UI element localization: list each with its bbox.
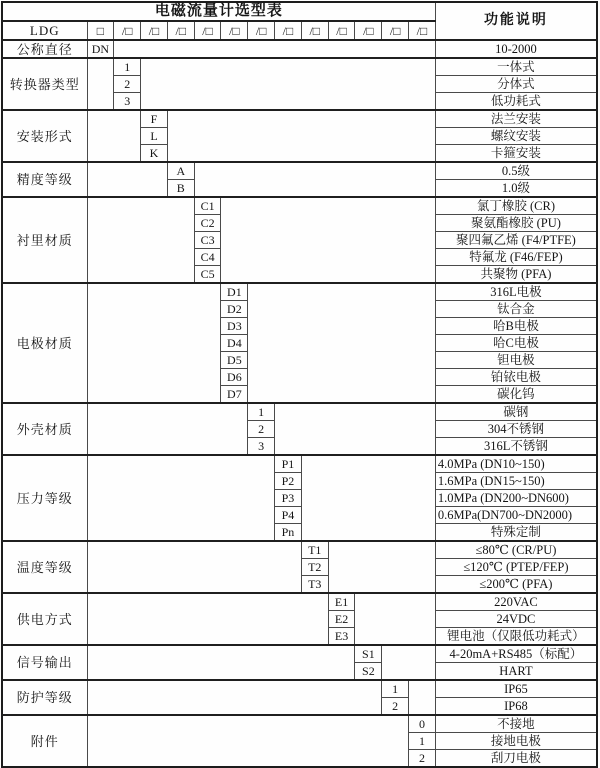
option-code-cell: 0 xyxy=(409,715,436,733)
option-code-cell: D3 xyxy=(221,318,248,335)
option-description-cell: 一体式 xyxy=(435,58,597,76)
option-description-cell: IP65 xyxy=(435,680,597,698)
option-code-cell: 2 xyxy=(114,76,141,93)
option-code-cell: K xyxy=(141,145,168,163)
category-label: 压力等级 xyxy=(2,455,87,541)
category-label: 公称直径 xyxy=(2,40,87,58)
spacer-cell xyxy=(167,110,435,162)
table-row xyxy=(2,680,597,698)
table-row xyxy=(2,593,597,611)
option-description-cell: 哈B电极 xyxy=(435,318,597,335)
spacer-cell xyxy=(141,58,436,110)
model-code-box-icon: □ xyxy=(87,21,114,40)
option-code-cell: 2 xyxy=(409,750,436,768)
spacer-cell xyxy=(87,403,248,455)
option-description-cell: 特氟龙 (F46/FEP) xyxy=(435,249,597,266)
option-description-cell: 碳钢 xyxy=(435,403,597,421)
option-code-cell: P1 xyxy=(275,455,302,473)
option-code-cell: D7 xyxy=(221,386,248,404)
category-label: 转换器类型 xyxy=(2,58,87,110)
option-description-cell: 24VDC xyxy=(435,611,597,628)
model-code-slot-icon: /□ xyxy=(409,21,436,40)
selection-table-page xyxy=(0,1,600,765)
option-description-cell: 低功耗式 xyxy=(435,93,597,111)
spacer-cell xyxy=(275,403,436,455)
title-row xyxy=(2,2,597,21)
option-code-cell: 3 xyxy=(114,93,141,111)
table-row xyxy=(2,110,597,128)
model-code-slot-icon: /□ xyxy=(221,21,248,40)
option-description-cell: 1.0MPa (DN200~DN600) xyxy=(435,490,597,507)
spacer-cell xyxy=(87,110,141,162)
table-row xyxy=(2,403,597,421)
option-description-cell: 316L电极 xyxy=(435,283,597,301)
page-title: 电磁流量计选型表 xyxy=(2,2,435,21)
category-label: 供电方式 xyxy=(2,593,87,645)
option-code-cell: T1 xyxy=(301,541,328,559)
option-code-cell: E2 xyxy=(328,611,355,628)
option-code-cell: D5 xyxy=(221,352,248,369)
option-code-cell: C4 xyxy=(194,249,221,266)
option-description-cell: HART xyxy=(435,663,597,681)
option-description-cell: 哈C电极 xyxy=(435,335,597,352)
option-code-cell: 1 xyxy=(382,680,409,698)
category-label: 电极材质 xyxy=(2,283,87,403)
spacer-cell xyxy=(87,715,409,767)
model-code-slot-icon: /□ xyxy=(328,21,355,40)
spacer-cell xyxy=(221,197,435,283)
option-code-cell: C5 xyxy=(194,266,221,284)
option-description-cell: 1.6MPa (DN15~150) xyxy=(435,473,597,490)
option-description-cell: 316L不锈钢 xyxy=(435,438,597,456)
option-description-cell: 10-2000 xyxy=(435,40,597,58)
table-row xyxy=(2,715,597,733)
option-code-cell: D2 xyxy=(221,301,248,318)
spacer-cell xyxy=(355,593,435,645)
spacer-cell xyxy=(87,197,194,283)
option-code-cell: C3 xyxy=(194,232,221,249)
option-description-cell: 0.5级 xyxy=(435,162,597,180)
option-code-cell: P4 xyxy=(275,507,302,524)
spacer-cell xyxy=(301,455,435,541)
option-description-cell: IP68 xyxy=(435,698,597,716)
option-description-cell: 氯丁橡胶 (CR) xyxy=(435,197,597,215)
option-description-cell: 铂铱电极 xyxy=(435,369,597,386)
option-description-cell: 共聚物 (PFA) xyxy=(435,266,597,284)
option-description-cell: 碳化钨 xyxy=(435,386,597,404)
option-code-cell: 2 xyxy=(248,421,275,438)
option-description-cell: 刮刀电极 xyxy=(435,750,597,768)
option-description-cell: 4.0MPa (DN10~150) xyxy=(435,455,597,473)
option-description-cell: 4-20mA+RS485（标配） xyxy=(435,645,597,663)
spacer-cell xyxy=(248,283,436,403)
option-code-cell: L xyxy=(141,128,168,145)
selection-table xyxy=(1,1,598,768)
option-description-cell: ≤120℃ (PTEP/FEP) xyxy=(435,559,597,576)
option-code-cell: S2 xyxy=(355,663,382,681)
model-code-slot-icon: /□ xyxy=(167,21,194,40)
category-label: 安装形式 xyxy=(2,110,87,162)
option-description-cell: 聚四氟乙烯 (F4/PTFE) xyxy=(435,232,597,249)
option-description-cell: 分体式 xyxy=(435,76,597,93)
category-label: 防护等级 xyxy=(2,680,87,715)
table-row xyxy=(2,58,597,76)
option-code-cell: 2 xyxy=(382,698,409,716)
spacer-cell xyxy=(87,541,301,593)
spacer-cell xyxy=(382,645,436,680)
table-row xyxy=(2,162,597,180)
spacer-cell xyxy=(114,40,436,58)
category-label: 信号输出 xyxy=(2,645,87,680)
function-description-header: 功能说明 xyxy=(435,2,597,40)
model-code-slot-icon: /□ xyxy=(301,21,328,40)
table-row xyxy=(2,197,597,215)
option-code-cell: D1 xyxy=(221,283,248,301)
option-description-cell: 钛合金 xyxy=(435,301,597,318)
option-description-cell: 法兰安装 xyxy=(435,110,597,128)
option-code-cell: E3 xyxy=(328,628,355,646)
option-code-cell: Pn xyxy=(275,524,302,542)
option-description-cell: ≤200℃ (PFA) xyxy=(435,576,597,594)
table-row xyxy=(2,645,597,663)
option-description-cell: 卡箍安装 xyxy=(435,145,597,163)
model-code-slot-icon: /□ xyxy=(141,21,168,40)
spacer-cell xyxy=(87,283,221,403)
option-description-cell: ≤80℃ (CR/PU) xyxy=(435,541,597,559)
option-code-cell: E1 xyxy=(328,593,355,611)
spacer-cell xyxy=(87,645,355,680)
spacer-cell xyxy=(87,455,275,541)
category-label: 附件 xyxy=(2,715,87,767)
model-code-slot-icon: /□ xyxy=(355,21,382,40)
option-description-cell: 聚氨酯橡胶 (PU) xyxy=(435,215,597,232)
category-label: 外壳材质 xyxy=(2,403,87,455)
option-code-cell: F xyxy=(141,110,168,128)
option-description-cell: 接地电极 xyxy=(435,733,597,750)
option-code-cell: DN xyxy=(87,40,114,58)
model-prefix-label: LDG xyxy=(2,21,87,40)
option-code-cell: D4 xyxy=(221,335,248,352)
category-label: 精度等级 xyxy=(2,162,87,197)
option-description-cell: 螺纹安装 xyxy=(435,128,597,145)
option-code-cell: 1 xyxy=(248,403,275,421)
model-code-slot-icon: /□ xyxy=(275,21,302,40)
category-label: 温度等级 xyxy=(2,541,87,593)
spacer-cell xyxy=(328,541,435,593)
option-code-cell: S1 xyxy=(355,645,382,663)
option-code-cell: T2 xyxy=(301,559,328,576)
option-description-cell: 0.6MPa(DN700~DN2000) xyxy=(435,507,597,524)
spacer-cell xyxy=(87,162,167,197)
option-code-cell: C1 xyxy=(194,197,221,215)
spacer-cell xyxy=(87,680,382,715)
option-code-cell: 1 xyxy=(409,733,436,750)
option-code-cell: 1 xyxy=(114,58,141,76)
option-description-cell: 不接地 xyxy=(435,715,597,733)
option-code-cell: P3 xyxy=(275,490,302,507)
spacer-cell xyxy=(87,58,114,110)
option-code-cell: D6 xyxy=(221,369,248,386)
table-row xyxy=(2,283,597,301)
category-label: 衬里材质 xyxy=(2,197,87,283)
spacer-cell xyxy=(409,680,436,715)
option-code-cell: 3 xyxy=(248,438,275,456)
option-code-cell: C2 xyxy=(194,215,221,232)
table-row xyxy=(2,455,597,473)
option-description-cell: 钽电极 xyxy=(435,352,597,369)
option-code-cell: T3 xyxy=(301,576,328,594)
table-row xyxy=(2,541,597,559)
model-code-slot-icon: /□ xyxy=(382,21,409,40)
option-code-cell: A xyxy=(167,162,194,180)
option-description-cell: 特殊定制 xyxy=(435,524,597,542)
model-code-slot-icon: /□ xyxy=(194,21,221,40)
option-description-cell: 1.0级 xyxy=(435,180,597,198)
option-description-cell: 锂电池（仅限低功耗式） xyxy=(435,628,597,646)
option-code-cell: P2 xyxy=(275,473,302,490)
spacer-cell xyxy=(194,162,435,197)
spacer-cell xyxy=(87,593,328,645)
option-description-cell: 220VAC xyxy=(435,593,597,611)
model-code-slot-icon: /□ xyxy=(248,21,275,40)
model-code-slot-icon: /□ xyxy=(114,21,141,40)
option-description-cell: 304不锈钢 xyxy=(435,421,597,438)
option-code-cell: B xyxy=(167,180,194,198)
table-row xyxy=(2,40,597,58)
